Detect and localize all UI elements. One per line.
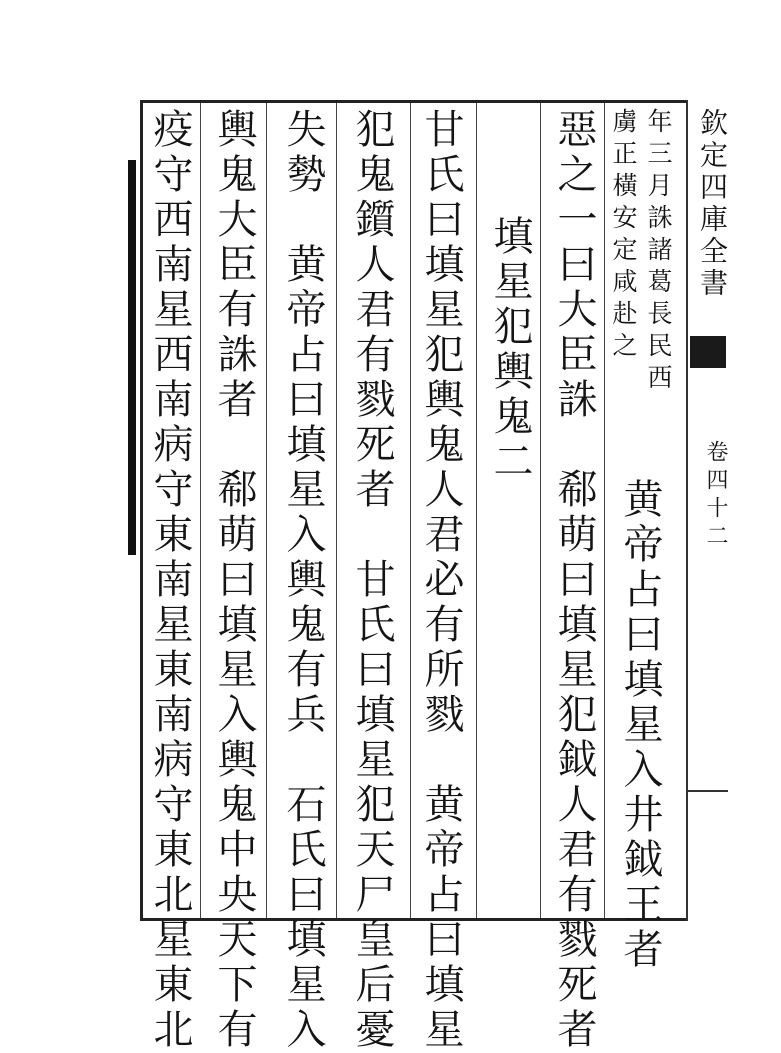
column-rule <box>604 103 605 918</box>
text-column-6: 失勢 黄帝占曰填星入輿鬼有兵 石氏曰填星入 <box>280 108 326 1053</box>
column-rule <box>476 103 477 918</box>
section-heading: 填星犯輿鬼二 <box>487 215 533 485</box>
page-border-left <box>140 100 143 921</box>
volume-number: 卷四十二 <box>703 440 728 552</box>
page-border-right <box>686 100 688 921</box>
fishtail-mark <box>690 336 726 368</box>
column-rule <box>540 103 541 918</box>
text-column-1c: 黄帝占曰填星入井鉞王者 <box>617 478 663 973</box>
column-rule <box>410 103 411 918</box>
text-column-1b: 虜正橫安定咸赴之 <box>609 108 638 364</box>
column-rule <box>336 103 337 918</box>
text-column-8: 疫守西南星西南病守東南星東南病守東北星東北 <box>147 108 193 1053</box>
text-column-5: 犯鬼鑕人君有戮死者 甘氏曰填星犯天尸皇后憂 <box>349 108 395 1053</box>
column-rule <box>200 103 201 918</box>
margin-bar <box>128 160 136 555</box>
column-rule <box>266 103 267 918</box>
text-column-1a: 年三月誅諸葛長民西 <box>644 108 673 396</box>
margin-divider <box>688 790 728 792</box>
book-title: 欽定四庫全書 <box>696 108 729 300</box>
text-column-2: 惡之一曰大臣誅 郗萌曰填星犯鉞人君有戮死者 <box>551 108 597 1053</box>
text-column-4: 甘氏曰填星犯輿鬼人君必有所戮 黄帝占曰填星 <box>418 108 464 1053</box>
page-border-top <box>140 100 688 103</box>
text-column-7: 輿鬼大臣有誅者 郗萌曰填星入輿鬼中央天下有 <box>211 108 257 1053</box>
